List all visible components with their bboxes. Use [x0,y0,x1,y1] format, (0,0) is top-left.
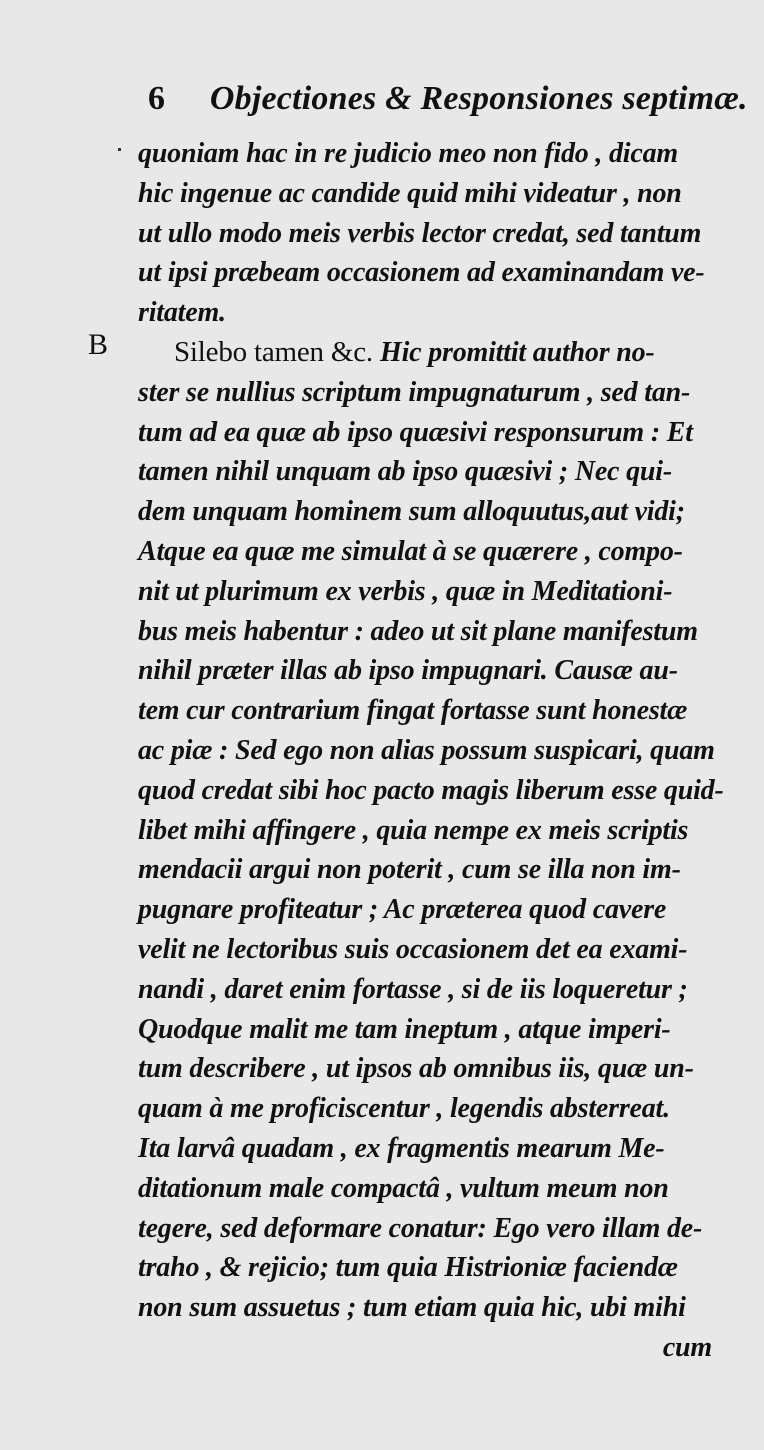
text-line [138,970,738,1010]
text-line [138,771,738,811]
text-line [138,1288,738,1328]
text-line [138,1049,738,1089]
line-text: mendacii argui non poterit , cum se illa non im- [138,854,681,886]
line-text: tamen nihil unquam ab ipso quæsivi ; Nec qui- [138,456,672,488]
text-line [138,811,738,851]
page-number: 6 [148,80,166,117]
text-line [138,651,738,691]
line-text: traho , & rejicio; tum quia Histrioniæ faciendæ [138,1252,678,1284]
line-text: Atque ea quæ me simulat à se quærere , compo- [138,535,683,567]
text-line [138,850,738,890]
line-text: Quodque malit me tam ineptum , atque imperi- [138,1013,671,1045]
line-text: ritatem. [138,297,226,329]
text-line [138,890,738,930]
text-line [138,1169,738,1209]
margin-mark [118,148,121,151]
line-text: nit ut plurimum ex verbis , quæ in Meditationi- [138,575,673,607]
running-title: Objectiones & Responsiones septimæ. [209,80,748,117]
line-text: tem cur contrarium fingat fortasse sunt honestæ [138,695,688,727]
text-line [138,174,738,214]
line-text: velit ne lectoribus suis occasionem det ea exami- [138,933,688,965]
quoted-lemma: Silebo tamen &c. [174,335,381,368]
catchword: cum [662,1331,712,1363]
line-text: nandi , daret enim fortasse , si de iis loqueretur ; [138,973,688,1005]
line-text: nihil præter illas ab ipso impugnari. Causæ au- [138,655,678,687]
text-line [138,731,738,771]
text-line [138,492,738,532]
line-text: hic ingenue ac candide quid mihi videatur , non [138,177,682,209]
text-line [138,1248,738,1288]
text-line [138,1209,738,1249]
line-text: libet mihi affingere , quia nempe ex meis scriptis [138,814,689,846]
text-line [138,413,738,453]
marginal-letter: B [88,328,109,361]
text-line [138,1010,738,1050]
text-line [138,691,738,731]
line-text: bus meis habentur : adeo ut sit plane manifestum [138,615,698,647]
line-text: dem unquam hominem sum alloquutus,aut vidi; [138,496,685,528]
text-line [138,612,738,652]
text-line [138,1089,738,1129]
line-text: Hic promittit author no- [380,336,655,368]
line-text: tum describere , ut ipsos ab omnibus iis, quæ un- [138,1053,694,1085]
line-text: quod credat sibi hoc pacto magis liberum esse quid- [138,774,724,806]
line-text: quam à me proficiscentur , legendis absterreat. [138,1093,670,1125]
text-line [138,134,738,174]
line-text: non sum assuetus ; tum etiam quia hic, ubi mihi [138,1292,686,1324]
line-text: ster se nullius scriptum impugnaturum , sed tan- [138,376,691,408]
text-line [138,253,738,293]
text-block [138,134,738,1368]
line-text: ut ipsi præbeam occasionem ad examinandam ve- [138,257,705,289]
line-text: pugnare profiteatur ; Ac præterea quod cavere [138,894,667,926]
text-line [138,333,738,373]
running-header [148,80,748,118]
text-line [138,214,738,254]
text-line [138,1129,738,1169]
text-line [138,452,738,492]
text-line [138,373,738,413]
text-line [138,532,738,572]
line-text: tegere, sed deformare conatur: Ego vero illam de- [138,1212,703,1244]
line-text: quoniam hac in re judicio meo non fido , dicam [138,138,678,169]
text-line [138,572,738,612]
line-text: ut ullo modo meis verbis lector credat, sed tantum [138,217,702,249]
line-text: ac piæ : Sed ego non alias possum suspicari, quam [138,734,715,766]
line-text: Ita larvâ quadam , ex fragmentis mearum Me- [138,1132,665,1164]
line-text: ditationum male compactâ , vultum meum non [138,1172,669,1204]
line-text: tum ad ea quæ ab ipso quæsivi responsurum : Et [138,416,693,448]
text-line [138,293,738,333]
text-line [138,930,738,970]
